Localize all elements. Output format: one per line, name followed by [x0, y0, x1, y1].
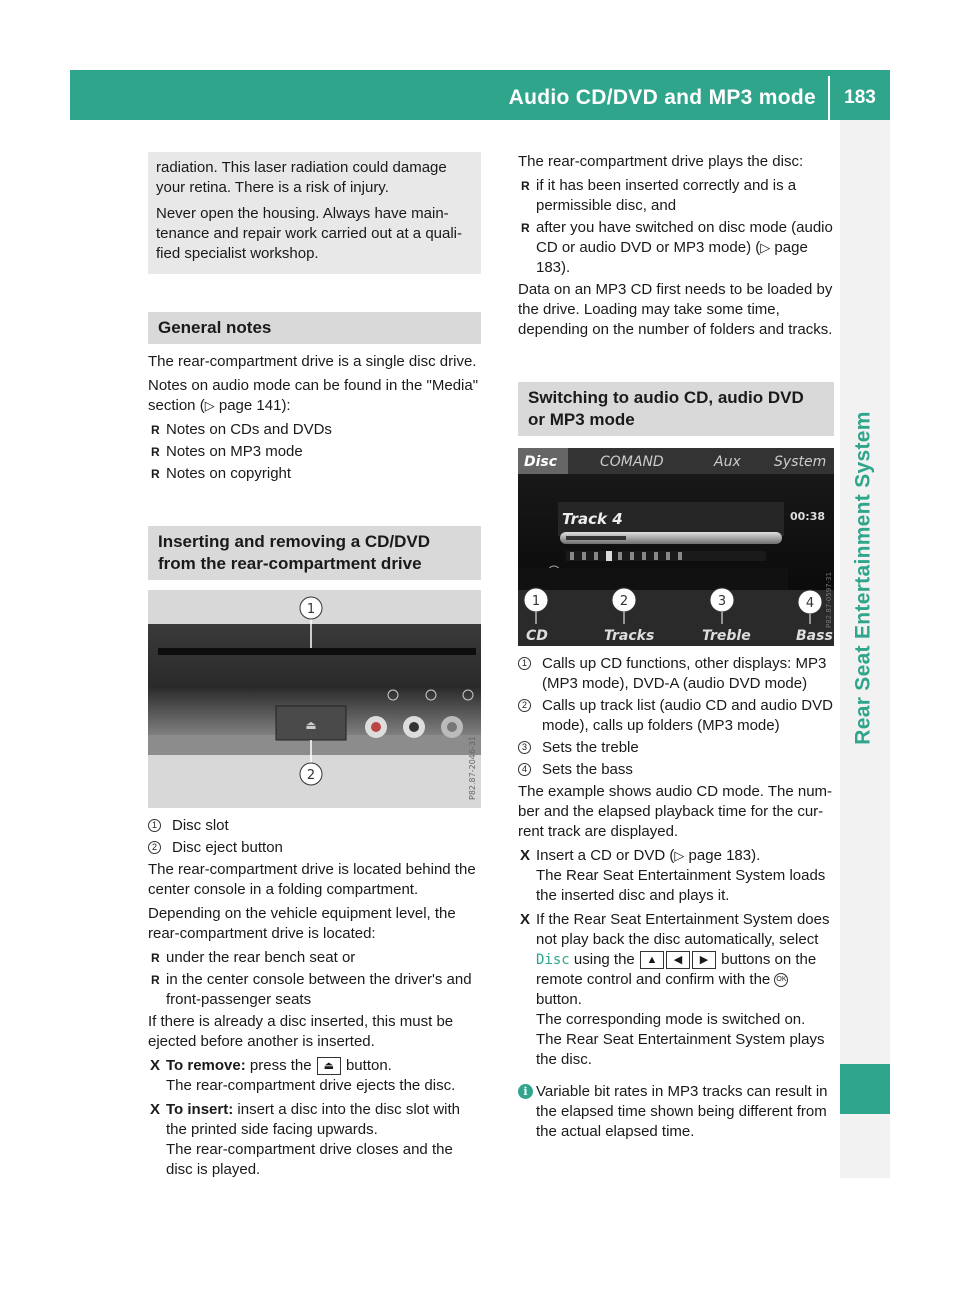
svg-text:1: 1 [531, 594, 541, 609]
callout-number-icon: 1 [518, 657, 531, 670]
right-list [518, 176, 834, 278]
info-icon: i [518, 1084, 533, 1099]
svg-text:2: 2 [619, 594, 629, 609]
svg-text:3: 3 [717, 594, 727, 609]
list-item: R Notes on MP3 mode [148, 442, 481, 462]
mp3-paragraph: Data on an MP3 CD first needs to be loaded by the drive. Loading may take some time, depending on the number of folders and tracks. [518, 281, 833, 338]
page-ref-icon: ▷ [760, 240, 771, 255]
section-heading-inserting: Inserting and removing a CD/DVD from the rear-compartment drive [148, 526, 481, 580]
softkey-tracks: Tracks [604, 628, 655, 644]
page-link[interactable]: page 183). [688, 847, 761, 864]
inserting-p1: The rear-compartment drive is located behind the center console in a folding compartment. [148, 861, 476, 898]
callout-number-icon: 4 [518, 763, 531, 776]
screen-illustration [518, 448, 834, 646]
svg-text:1: 1 [306, 602, 316, 617]
section-heading-general: General notes [148, 312, 481, 344]
list-item: R after you have switched on disc mode (audio CD or audio DVD or MP3 mode) (▷ page 183). [518, 218, 834, 278]
page-ref-icon: ▷ [674, 848, 685, 863]
page-header [70, 70, 890, 120]
remove-step: X To remove: press the ⏏ button. The rear-compartment drive ejects the disc. [150, 1057, 456, 1094]
softkey-bass: Bass [796, 628, 833, 644]
insert-step: X To insert: insert a disc into the disc slot with the printed side facing upwards. The rear-compartment drive closes and the disc is played. [150, 1101, 461, 1178]
track-title: Track 4 [562, 510, 623, 528]
side-label [834, 338, 894, 818]
section-heading-switching: Switching to audio CD, audio DVD or MP3 mode [518, 382, 834, 436]
drive-image [148, 590, 481, 808]
triangle-left-icon: ◀ [666, 951, 690, 969]
svg-text:⏏: ⏏ [305, 718, 317, 732]
inserting-list [148, 948, 481, 1010]
switching-p1: The example shows audio CD mode. The num-ber and the elapsed playback time for the cur-rent track are displayed. [518, 783, 833, 840]
elapsed-time: 00:38 [790, 510, 826, 523]
list-item: R in the center console between the driver's and front-passenger seats [148, 970, 481, 1010]
right-column [518, 152, 834, 1142]
menu-disc: Disc [524, 454, 558, 470]
side-marker [840, 1064, 890, 1114]
page-title: Audio CD/DVD and MP3 mode [508, 86, 816, 109]
callout-3: 3 Sets the treble [518, 738, 834, 758]
eject-icon: ⏏ [317, 1057, 341, 1075]
callout-number-icon: 2 [148, 841, 161, 854]
inserting-p2: Depending on the vehicle equipment level, the rear-compartment drive is located: [148, 905, 456, 942]
page-number: 183 [844, 87, 876, 108]
left-column [148, 152, 481, 1184]
page-ref-icon: ▷ [204, 398, 215, 413]
ok-icon: OK [774, 973, 788, 987]
info-note: i Variable bit rates in MP3 tracks can result in the elapsed time shown being different from the actual elapsed time. [518, 1082, 834, 1142]
step-select-disc: X If the Rear Seat Entertainment System does not play back the disc automatically, select Disc using the ▲ ◀ ▶ buttons on the remote control and confirm with the OK button. The corresponding mode is switched on. The Rear Seat Entertainment System plays the disc. [520, 911, 830, 1068]
disc-menu-item: Disc [536, 952, 570, 968]
list-item: R if it has been inserted correctly and is a permissible disc, and [518, 176, 834, 216]
image-code: P82.87-0597-31 [825, 571, 833, 628]
list-item: R Notes on CDs and DVDs [148, 420, 481, 440]
list-item: R under the rear bench seat or [148, 948, 481, 968]
callout-number-icon: 3 [518, 741, 531, 754]
warning-text-1: radiation. This laser radiation could damage your retina. There is a risk of injury. [156, 159, 447, 196]
menu-aux: Aux [714, 454, 741, 470]
image-code: P82.87-2046-31 [468, 735, 477, 800]
callout-number-icon: 1 [148, 819, 161, 832]
softkey-cd: CD [526, 628, 548, 644]
callout-4: 4 Sets the bass [518, 760, 834, 780]
page-link[interactable]: page 141): [218, 397, 291, 414]
inserting-p3: If there is already a disc inserted, this must be ejected before another is inserted. [148, 1013, 454, 1050]
warning-text-2: Never open the housing. Always have main-tenance and repair work carried out at a quali-fied specialist workshop. [156, 205, 463, 262]
side-label-text: Rear Seat Entertainment System [852, 411, 875, 745]
softkey-treble: Treble [702, 628, 751, 644]
triangle-right-icon: ▶ [692, 951, 716, 969]
page-link[interactable]: page 183). [536, 239, 808, 276]
callout-1: 1 Calls up CD functions, other displays: MP3 (MP3 mode), DVD-A (audio DVD mode) [518, 654, 834, 694]
general-list [148, 420, 481, 484]
drive-illustration [148, 590, 481, 808]
callout-2: 2 Calls up track list (audio CD and audio DVD mode), calls up folders (MP3 mode) [518, 696, 834, 736]
menu-system: System [774, 454, 827, 470]
general-p1: The rear-compartment drive is a single disc drive. [148, 353, 477, 370]
list-item: R Notes on copyright [148, 464, 481, 484]
triangle-up-icon: ▲ [640, 951, 664, 969]
callout-number-icon: 2 [518, 699, 531, 712]
general-p2: Notes on audio mode can be found in the "Media" section (▷ page 141): [148, 377, 479, 414]
screen-image [518, 448, 834, 646]
step-insert: X Insert a CD or DVD (▷ page 183). The Rear Seat Entertainment System loads the inserted disc and plays it. [520, 847, 826, 904]
menu-comand: COMAND [600, 454, 664, 470]
callout-1: 1 Disc slot [148, 816, 481, 836]
svg-text:2: 2 [306, 768, 316, 783]
svg-text:4: 4 [805, 596, 815, 611]
callout-2: 2 Disc eject button [148, 838, 481, 858]
warning-box [148, 152, 481, 274]
right-intro: The rear-compartment drive plays the disc: [518, 153, 804, 170]
